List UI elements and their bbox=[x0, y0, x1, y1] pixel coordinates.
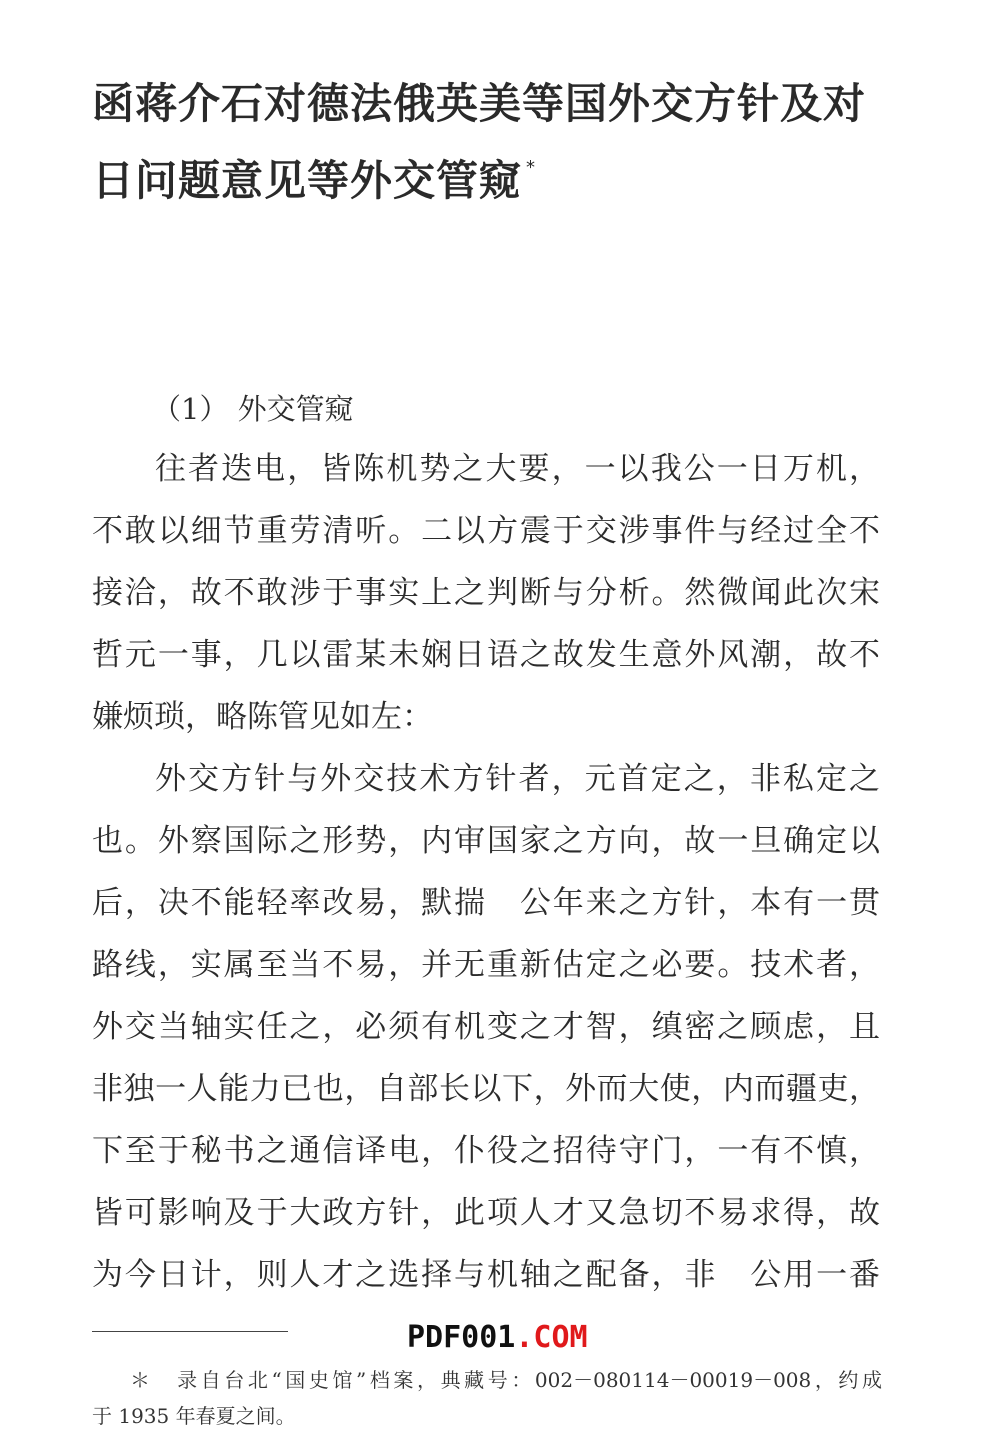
body-line: 往者迭电，皆陈机势之大要，一以我公一日万机， bbox=[155, 451, 880, 487]
body-line: 后，决不能轻率改易，默揣 公年来之方针，本有一贯 bbox=[92, 885, 880, 921]
footnote-marker: * bbox=[526, 157, 537, 178]
body-line: 皆可影响及于大政方针，此项人才又急切不易求得，故 bbox=[92, 1195, 880, 1231]
title-line-1: 函蒋介石对德法俄英美等国外交方针及对 bbox=[92, 79, 867, 128]
body-line: 外交当轴实任之，必须有机变之才智，缜密之顾虑，且 bbox=[92, 1009, 880, 1045]
watermark bbox=[407, 1316, 588, 1360]
body-line: 非独一人能力已也，自部长以下，外而大使，内而疆吏， bbox=[92, 1071, 880, 1107]
watermark-part-1: PDF001 bbox=[407, 1320, 516, 1355]
body-line: 也。外察国际之形势，内审国家之方向，故一旦确定以 bbox=[92, 823, 880, 859]
footnote-divider bbox=[92, 1331, 288, 1332]
section-heading: （1） 外交管窥 bbox=[152, 392, 354, 426]
body-line: 路线，实属至当不易，并无重新估定之必要。技术者， bbox=[92, 947, 880, 983]
footnote-line-2: 于 1935 年春夏之间。 bbox=[92, 1404, 296, 1428]
body-line: 下至于秘书之通信译电，仆役之招待守门，一有不慎， bbox=[92, 1133, 880, 1169]
body-line: 为今日计，则人才之选择与机轴之配备，非 公用一番 bbox=[92, 1257, 880, 1293]
title-line-2 bbox=[92, 136, 912, 213]
footnote-line-1: ＊ 录自台北“国史馆”档案，典藏号：002－080114－00019－008，约成 bbox=[130, 1368, 882, 1392]
body-line: 外交方针与外交技术方针者，元首定之，非私定之 bbox=[155, 761, 880, 797]
body-line: 接洽，故不敢涉于事实上之判断与分析。然微闻此次宋 bbox=[92, 575, 880, 611]
document-title bbox=[92, 72, 912, 213]
title-line-2-text: 日问题意见等外交管窥 bbox=[92, 156, 523, 205]
body-line: 哲元一事，几以雷某未娴日语之故发生意外风潮，故不 bbox=[92, 637, 880, 673]
body-line: 嫌烦琐，略陈管见如左： bbox=[92, 699, 433, 735]
body-line: 不敢以细节重劳清听。二以方震于交涉事件与经过全不 bbox=[92, 513, 880, 549]
watermark-part-2: .COM bbox=[515, 1320, 588, 1355]
